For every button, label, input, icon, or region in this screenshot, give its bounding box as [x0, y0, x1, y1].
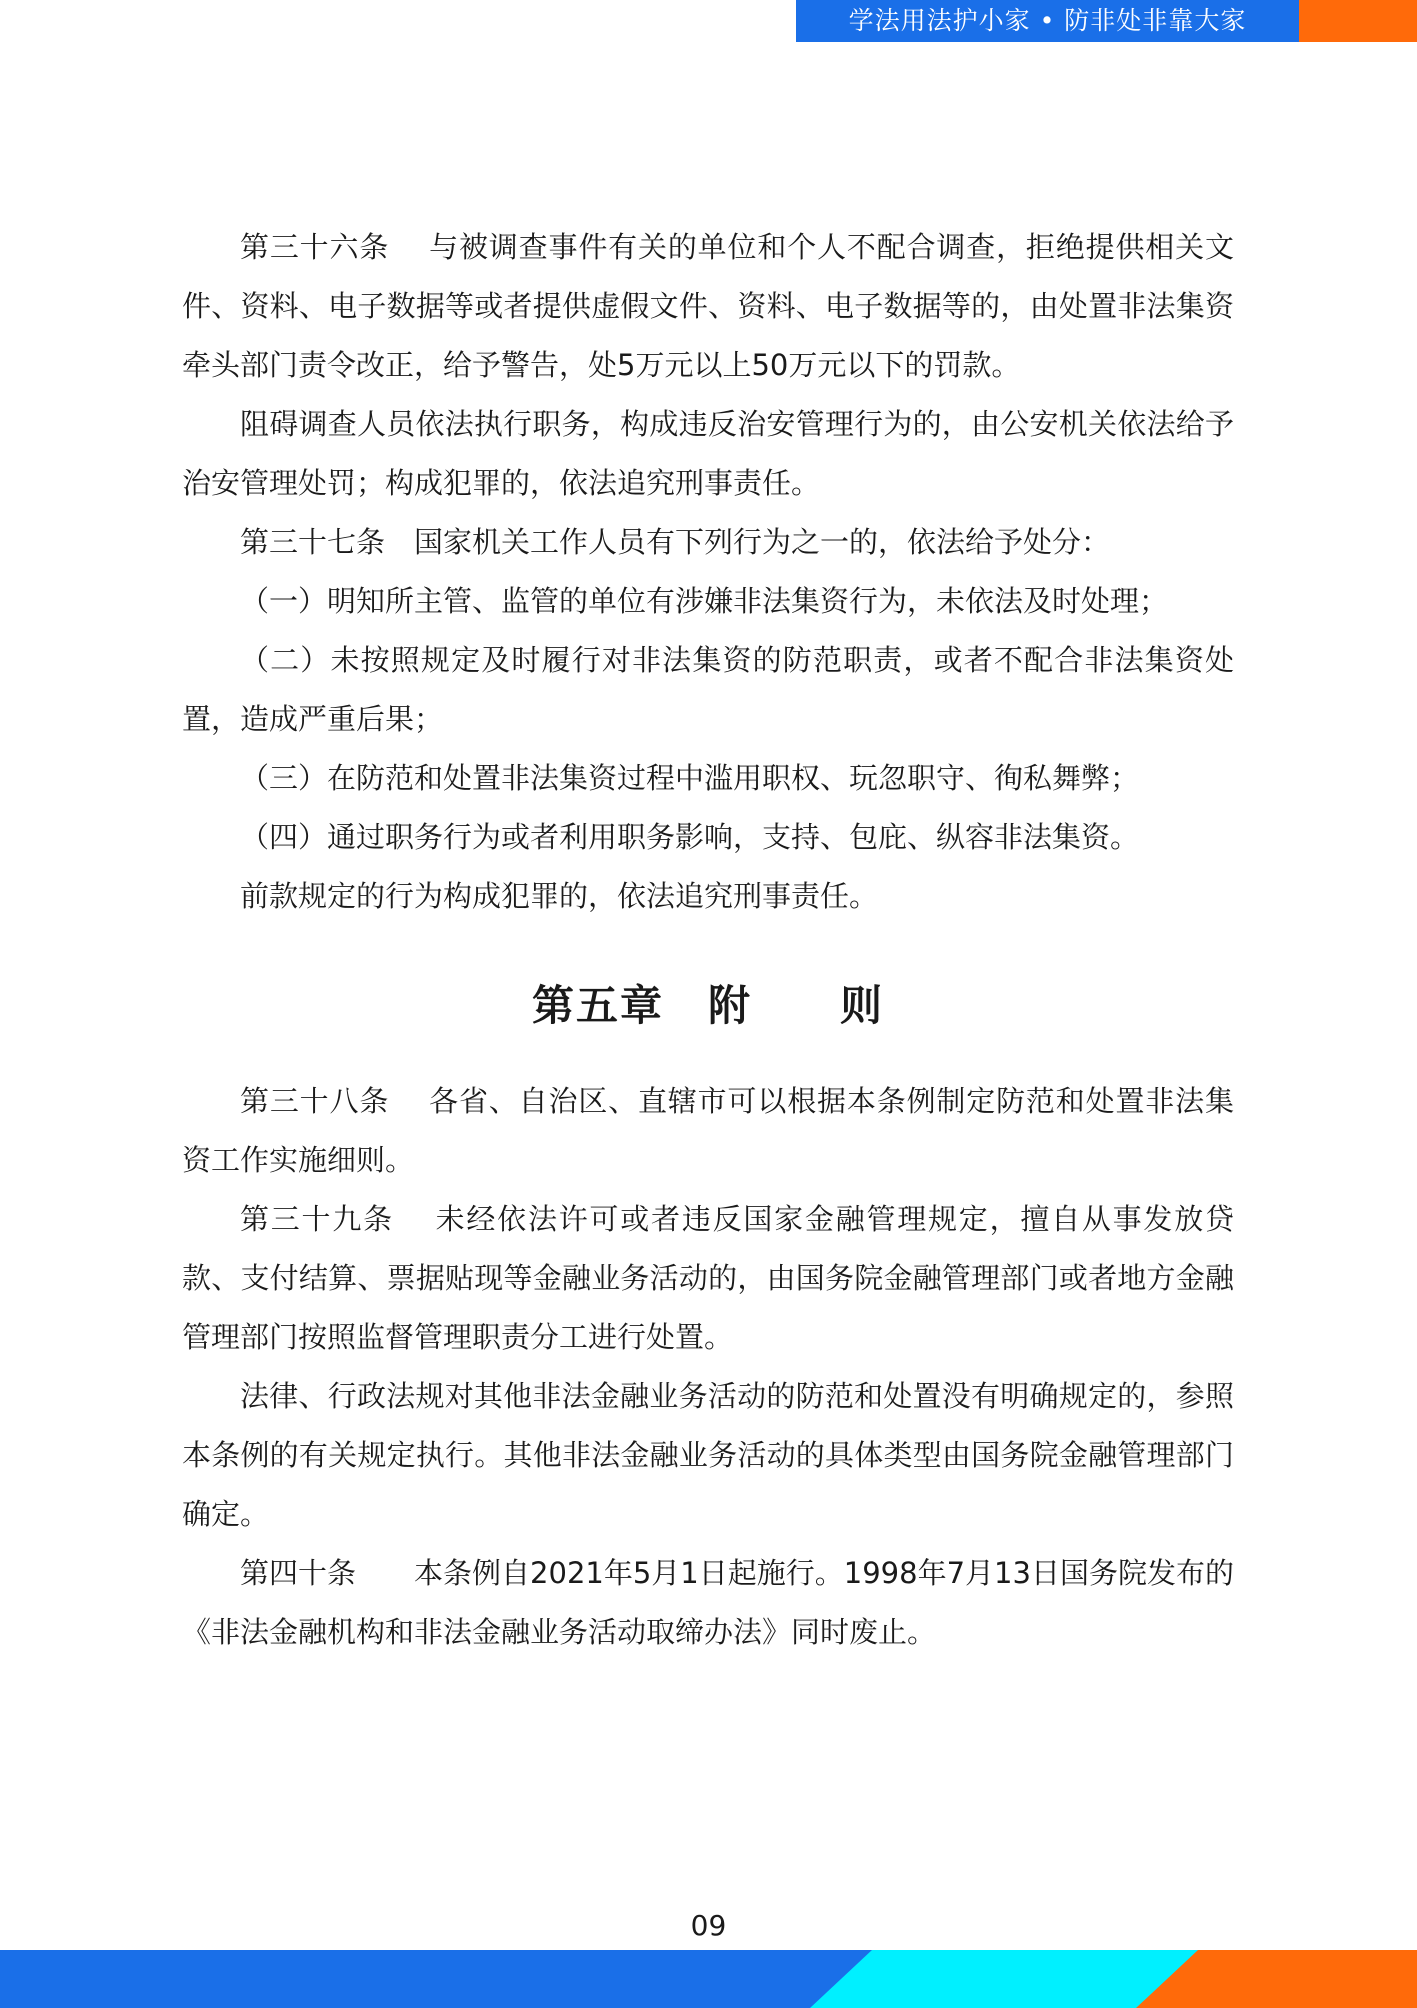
article-37-item-1: （一）明知所主管、监管的单位有涉嫌非法集资行为，未依法及时处理； [240, 584, 1169, 618]
article-39-paragraph-2: 法律、行政法规对其他非法金融业务活动的防范和处置没有明确规定的，参照本条例的有关规定执行。其他非法金融业务活动的具体类型由国务院金融管理部门确定。 [182, 1379, 1234, 1531]
header-accent-block [1299, 0, 1417, 42]
article-36-paragraph-2: 阻碍调查人员依法执行职务，构成违反治安管理行为的，由公安机关依法给予治安管理处罚；构成犯罪的，依法追究刑事责任。 [182, 407, 1234, 500]
document-body [182, 218, 1234, 1662]
article-37-item-4: （四）通过职务行为或者利用职务影响，支持、包庇、纵容非法集资。 [240, 820, 1140, 854]
header-banner [796, 0, 1299, 42]
article-37-closing: 前款规定的行为构成犯罪的，依法追究刑事责任。 [240, 879, 879, 913]
article-36: 第三十六条 与被调查事件有关的单位和个人不配合调查，拒绝提供相关文件、资料、电子数据等或者提供虚假文件、资料、电子数据等的，由处置非法集资牵头部门责令改正，给予警告，处5万元以上50万元以下的罚款。 [182, 230, 1234, 382]
footer-color-bar [0, 1950, 1417, 2008]
article-37-item-3: （三）在防范和处置非法集资过程中滥用职权、玩忽职守、徇私舞弊； [240, 761, 1140, 795]
chapter-title: 第五章 附 则 [531, 981, 884, 1030]
header-title: 学法用法护小家 • 防非处非靠大家 [848, 6, 1247, 35]
page-number: 09 [690, 1909, 727, 1942]
article-37-item-2: （二）未按照规定及时履行对非法集资的防范职责，或者不配合非法集资处置，造成严重后果； [182, 643, 1234, 736]
article-37: 第三十七条 国家机关工作人员有下列行为之一的，依法给予处分： [240, 525, 1111, 559]
article-38: 第三十八条 各省、自治区、直辖市可以根据本条例制定防范和处置非法集资工作实施细则。 [182, 1084, 1234, 1177]
article-40: 第四十条 本条例自2021年5月1日起施行。1998年7月13日国务院发布的《非法金融机构和非法金融业务活动取缔办法》同时废止。 [182, 1556, 1234, 1649]
article-39: 第三十九条 未经依法许可或者违反国家金融管理规定，擅自从事发放贷款、支付结算、票据贴现等金融业务活动的，由国务院金融管理部门或者地方金融管理部门按照监督管理职责分工进行处置。 [182, 1202, 1234, 1354]
